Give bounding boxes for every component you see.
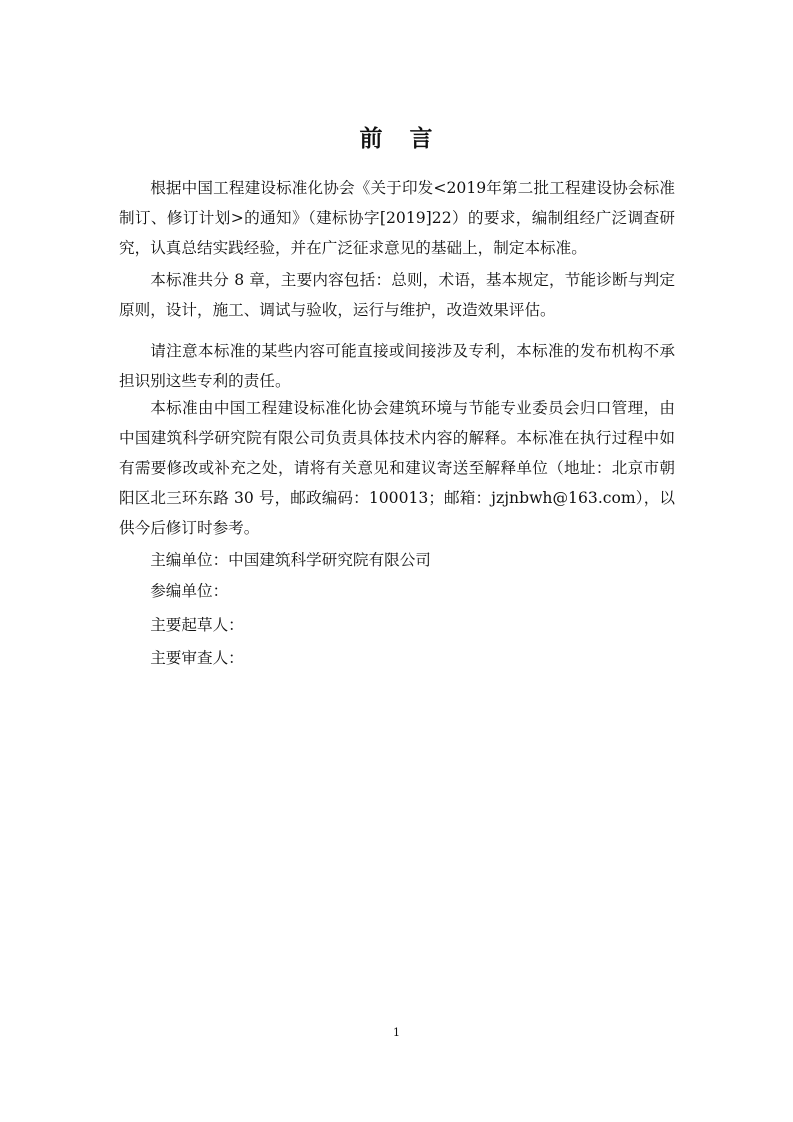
title-char-1: 前 [359,125,384,152]
paragraph-text: 本标准共分 8 章，主要内容包括：总则，术语，基本规定，节能诊断与判定原则，设计，施工、调试与验收，运行与维护，改造效果评估。 [119,271,675,319]
paragraph-text: 参编单位： [150,582,229,600]
chief-editor-unit [119,545,675,575]
participating-units [119,576,675,606]
paragraph-text: 根据中国工程建设标准化协会《关于印发<2019年第二批工程建设协会标准制订、修订计划>的通知》（建标协字[2019]22）的要求，编制组经广泛调查研究，认真总结实践经验，并在广泛征求意见的基础上，制定本标准。 [119,179,675,257]
paragraph-text: 本标准由中国工程建设标准化协会建筑环境与节能专业委员会归口管理，由中国建筑科学研究院有限公司负责具体技术内容的解释。本标准在执行过程中如有需要修改或补充之处，请将有关意见和建议寄送至解释单位（地址：北京市朝阳区北三环东路 30 号，邮政编码：100013；邮箱：jzjnbwh@163.com），以供今后修订时参考。 [119,399,675,537]
paragraph-management [119,393,675,543]
paragraph-text: 主要审查人： [150,649,244,667]
main-drafters [119,610,675,640]
paragraph-text: 主要起草人： [150,616,244,634]
paragraph-patent-notice [119,336,675,396]
main-reviewers [119,643,675,673]
paragraph-text: 请注意本标准的某些内容可能直接或间接涉及专利，本标准的发布机构不承担识别这些专利的责任。 [119,342,675,390]
paragraph-contents [119,265,675,325]
page-number: 1 [393,1026,400,1039]
page-title [0,120,793,153]
paragraph-basis [119,173,675,263]
paragraph-text: 主编单位：中国建筑科学研究院有限公司 [150,551,431,569]
title-char-2: 言 [409,125,434,152]
